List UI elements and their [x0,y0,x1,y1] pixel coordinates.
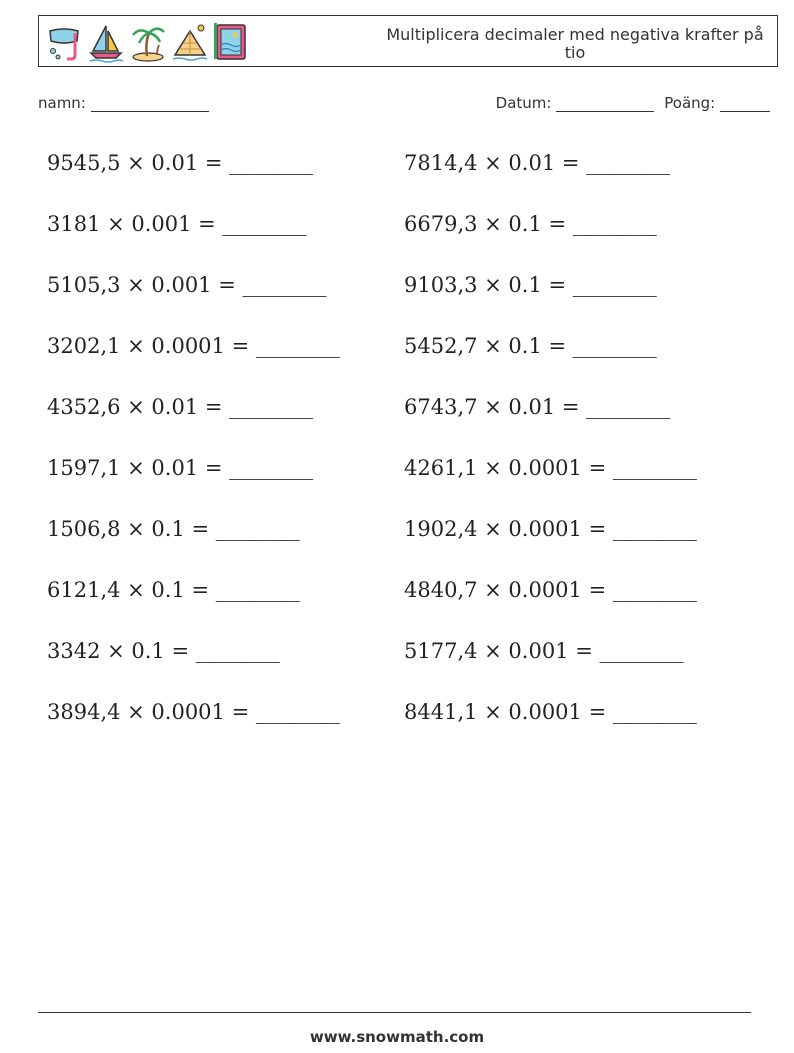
problem-item: 5177,4 × 0.001 = ________ [404,639,684,663]
footer-divider [38,1012,751,1013]
problem-item: 3342 × 0.1 = ________ [47,639,280,663]
problem-item: 5105,3 × 0.001 = ________ [47,273,327,297]
name-label: namn: [38,94,86,112]
date-score-fields [496,94,770,112]
score-blank[interactable] [720,97,770,112]
problem-item: 6121,4 × 0.1 = ________ [47,578,300,602]
problem-item: 1597,1 × 0.01 = ________ [47,456,314,480]
problem-grid [47,143,767,753]
problem-item: 3181 × 0.001 = ________ [47,212,307,236]
date-blank[interactable] [556,97,654,112]
name-field [38,94,209,112]
date-label: Datum: [495,94,552,112]
problem-item: 9103,3 × 0.1 = ________ [404,273,657,297]
problem-item: 5452,7 × 0.1 = ________ [404,334,657,358]
footer-url[interactable]: www.snowmath.com [309,1028,485,1046]
header-icons [45,21,251,63]
problem-item: 6679,3 × 0.1 = ________ [404,212,657,236]
sailboat-icon [87,21,125,63]
worksheet-title: Multiplicera decimaler med negativa krafter på tio [386,25,764,62]
problem-item: 8441,1 × 0.0001 = ________ [404,700,697,724]
problem-item: 3894,4 × 0.0001 = ________ [47,700,340,724]
problem-item: 1902,4 × 0.0001 = ________ [404,517,697,541]
photo-frame-icon [213,21,251,63]
problem-item: 6743,7 × 0.01 = ________ [404,395,671,419]
name-blank[interactable] [91,97,209,112]
problem-item: 7814,4 × 0.01 = ________ [404,151,671,175]
score-label: Poäng: [664,94,716,112]
date-field [496,94,655,112]
snorkel-mask-icon [45,21,83,63]
problem-item: 4261,1 × 0.0001 = ________ [404,456,697,480]
problem-item: 9545,5 × 0.01 = ________ [47,151,314,175]
problem-item: 1506,8 × 0.1 = ________ [47,517,300,541]
problem-item: 4840,7 × 0.0001 = ________ [404,578,697,602]
pyramid-icon [171,21,209,63]
worksheet-header [38,15,778,67]
problem-item: 3202,1 × 0.0001 = ________ [47,334,340,358]
score-field [664,94,770,112]
palm-island-icon [129,21,167,63]
problem-item: 4352,6 × 0.01 = ________ [47,395,314,419]
